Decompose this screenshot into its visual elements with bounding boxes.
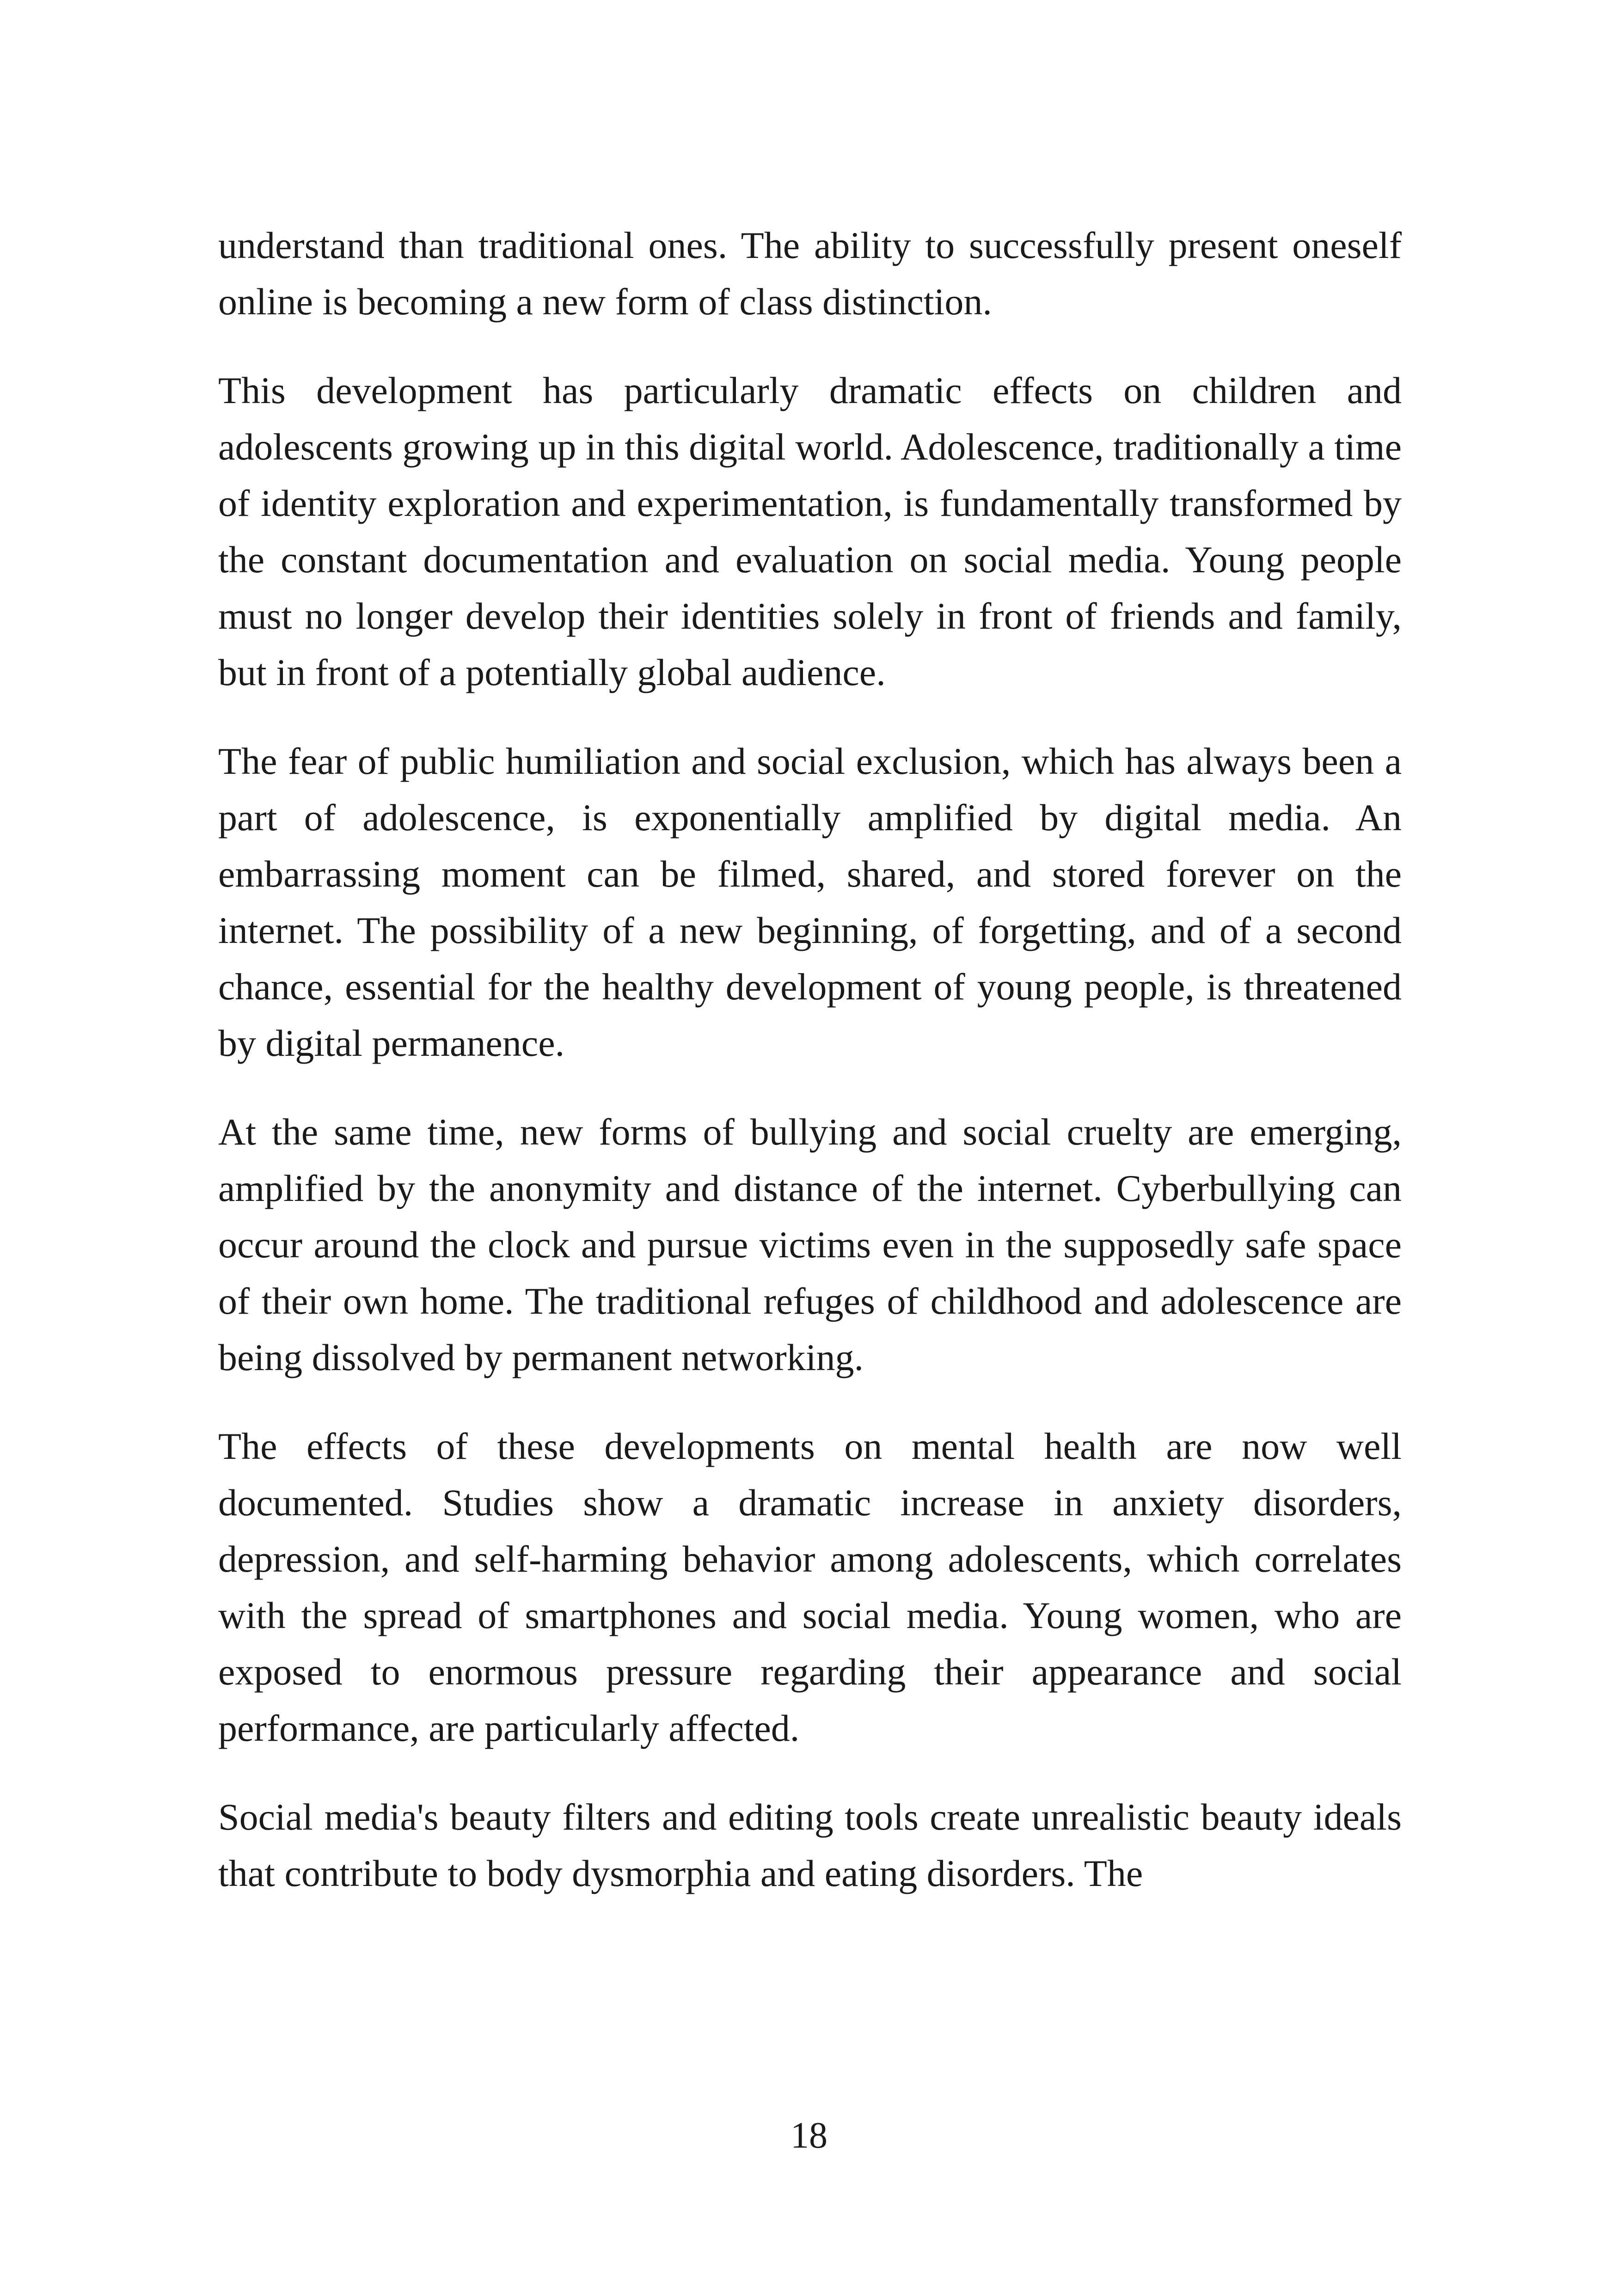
paragraph: Social media's beauty filters and editing tools create unrealistic beauty ideals that contribute to body dysmorphia and eating disorders. The [218, 1796, 1402, 1894]
body-text [218, 217, 1402, 1902]
paragraph: understand than traditional ones. The ability to successfully present oneself online is becoming a new form of class distinction. [218, 224, 1402, 323]
paragraph: At the same time, new forms of bullying and social cruelty are emerging, amplified by the anonymity and distance of the internet. Cyberbullying can occur around the clock and pursue victims even in the supposedly safe space of their own home. The traditional refuges of childhood and adolescence are being dissolved by permanent networking. [218, 1111, 1402, 1378]
paragraph: The fear of public humiliation and social exclusion, which has always been a part of adolescence, is exponentially amplified by digital media. An embarrassing moment can be filmed, shared, and stored forever on the internet. The possibility of a new beginning, of forgetting, and of a second chance, essential for the healthy development of young people, is threatened by digital permanence. [218, 740, 1402, 1064]
paragraph: The effects of these developments on mental health are now well documented. Studies show a dramatic increase in anxiety disorders, depression, and self-harming behavior among adolescents, which correlates with the spread of smartphones and social media. Young women, who are exposed to enormous pressure regarding their appearance and social performance, are particularly affected. [218, 1425, 1402, 1749]
page-number: 18 [791, 2115, 827, 2156]
paragraph: This development has particularly dramatic effects on children and adolescents growing up in this digital world. Adolescence, traditionally a time of identity exploration and experimentation, is fundamentally transformed by the constant documentation and evaluation on social media. Young people must no longer develop their identities solely in front of friends and family, but in front of a potentially global audience. [218, 369, 1402, 693]
